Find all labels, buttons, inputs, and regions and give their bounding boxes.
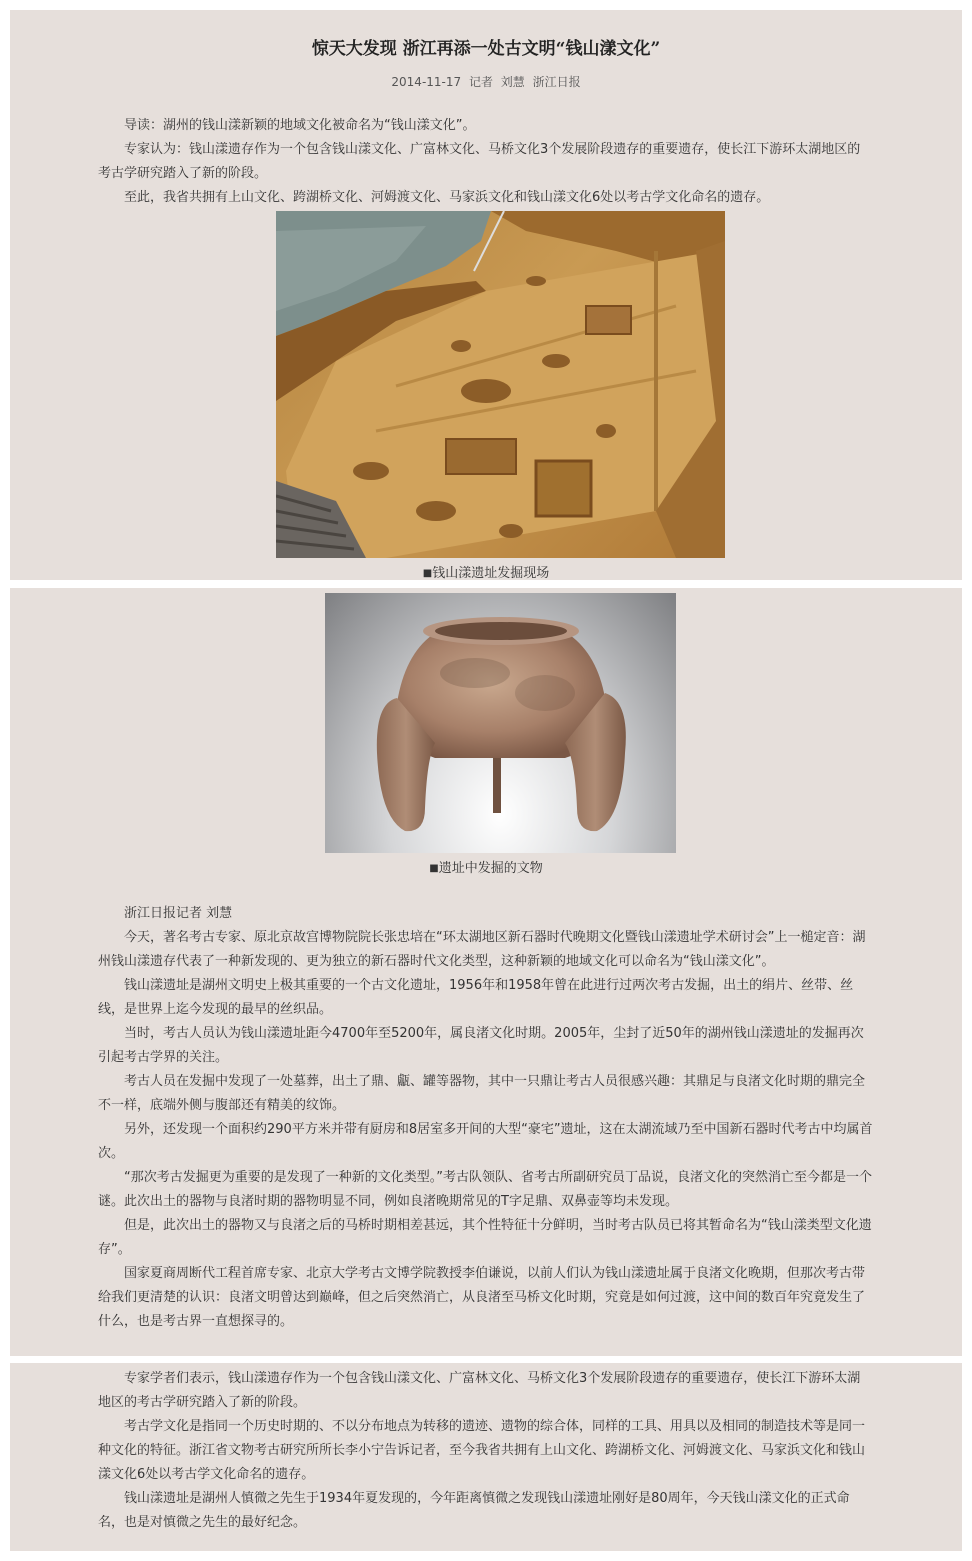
- closing-paragraph: 钱山漾遗址是湖州人慎微之先生于1934年夏发现的，今年距离慎微之发现钱山漾遗址刚好是80周年，今天钱山漾文化的正式命名，也是对慎微之先生的最好纪念。: [98, 1491, 850, 1530]
- caption-marker: ■: [429, 863, 439, 874]
- tripod-vessel-illustration: [325, 593, 676, 853]
- intro-text: [98, 114, 873, 210]
- caption-marker: ■: [422, 568, 433, 579]
- body-paragraph: 浙江日报记者 刘慧: [124, 906, 233, 921]
- body-text: [98, 902, 873, 1334]
- body-paragraph: 钱山漾遗址是湖州文明史上极其重要的一个古文化遗址，1956年和1958年曾在此进行过两次考古发掘，出土的绢片、丝带、丝线，是世界上迄今发现的最早的丝织品。: [98, 978, 854, 1017]
- article-title: 惊天大发现 浙江再添一处古文明“钱山漾文化”: [311, 39, 661, 59]
- article-meta: 2014-11-17 记者 刘慧 浙江日报: [391, 75, 581, 89]
- article-header-panel: [10, 10, 962, 580]
- excavation-photo-caption: [10, 562, 962, 581]
- intro-paragraph: 至此，我省共拥有上山文化、跨湖桥文化、河姆渡文化、马家浜文化和钱山漾文化6处以考古学文化命名的遗存。: [124, 190, 770, 205]
- article-body-panel: [10, 588, 962, 1356]
- closing-text: [98, 1367, 873, 1535]
- caption-text: 钱山漾遗址发掘现场: [432, 566, 550, 581]
- closing-paragraph: 考古学文化是指同一个历史时期的、不以分布地点为转移的遗迹、遗物的综合体，同样的工具、用具以及相同的制造技术等是同一种文化的特征。浙江省文物考古研究所所长李小宁告诉记者，至今我省共拥有上山文化、跨湖桥文化、河姆渡文化、马家浜文化和钱山漾文化6处以考古学文化命名的遗存。: [98, 1419, 866, 1482]
- body-paragraph: “那次考古发掘更为重要的是发现了一种新的文化类型。”考古队领队、省考古所副研究员丁品说，良渚文化的突然消亡至今都是一个谜。此次出土的器物与良渚时期的器物明显不同，例如良渚晚期常见的T字足鼎、双鼻壶等均未发现。: [98, 1170, 872, 1209]
- artifact-photo-caption: [10, 857, 962, 876]
- body-paragraph: 但是，此次出土的器物又与良渚之后的马桥时期相差甚远，其个性特征十分鲜明，当时考古队员已将其暂命名为“钱山漾类型文化遗存”。: [98, 1218, 872, 1257]
- intro-paragraph: 专家认为：钱山漾遗存作为一个包含钱山漾文化、广富林文化、马桥文化3个发展阶段遗存的重要遗存，使长江下游环太湖地区的考古学研究踏入了新的阶段。: [98, 142, 861, 181]
- excavation-site-illustration: [276, 211, 725, 558]
- body-paragraph: 另外，还发现一个面积约290平方米并带有厨房和8居室多开间的大型“豪宅”遗址，这在太湖流域乃至中国新石器时代考古中均属首次。: [98, 1122, 873, 1161]
- body-paragraph: 考古人员在发掘中发现了一处墓葬，出土了鼎、甗、罐等器物，其中一只鼎让考古人员很感兴趣：其鼎足与良渚文化时期的鼎完全不一样，底端外侧与腹部还有精美的纹饰。: [98, 1074, 866, 1113]
- artifact-photo: [325, 593, 676, 853]
- body-paragraph: 今天，著名考古专家、原北京故宫博物院院长张忠培在“环太湖地区新石器时代晚期文化暨钱山漾遗址学术研讨会”上一槌定音：湖州钱山漾遗存代表了一种新发现的、更为独立的新石器时代文化类型，这种新颖的地域文化可以命名为“钱山漾文化”。: [98, 930, 866, 969]
- excavation-site-photo: [276, 211, 725, 558]
- article-closing-panel: [10, 1363, 962, 1551]
- body-paragraph: 当时，考古人员认为钱山漾遗址距今4700年至5200年，属良渚文化时期。2005年，尘封了近50年的湖州钱山漾遗址的发掘再次引起考古学界的关注。: [98, 1026, 864, 1065]
- closing-paragraph: 专家学者们表示，钱山漾遗存作为一个包含钱山漾文化、广富林文化、马桥文化3个发展阶段遗存的重要遗存，使长江下游环太湖地区的考古学研究踏入了新的阶段。: [98, 1371, 861, 1410]
- intro-paragraph: 导读：湖州的钱山漾新颖的地域文化被命名为“钱山漾文化”。: [124, 118, 476, 133]
- body-paragraph: 国家夏商周断代工程首席专家、北京大学考古文博学院教授李伯谦说，以前人们认为钱山漾遗址属于良渚文化晚期，但那次考古带给我们更清楚的认识：良渚文明曾达到巅峰，但之后突然消亡，从良渚至马桥文化时期，究竟是如何过渡，这中间的数百年究竟发生了什么，也是考古界一直想探寻的。: [98, 1266, 866, 1329]
- caption-text: 遗址中发掘的文物: [438, 861, 543, 876]
